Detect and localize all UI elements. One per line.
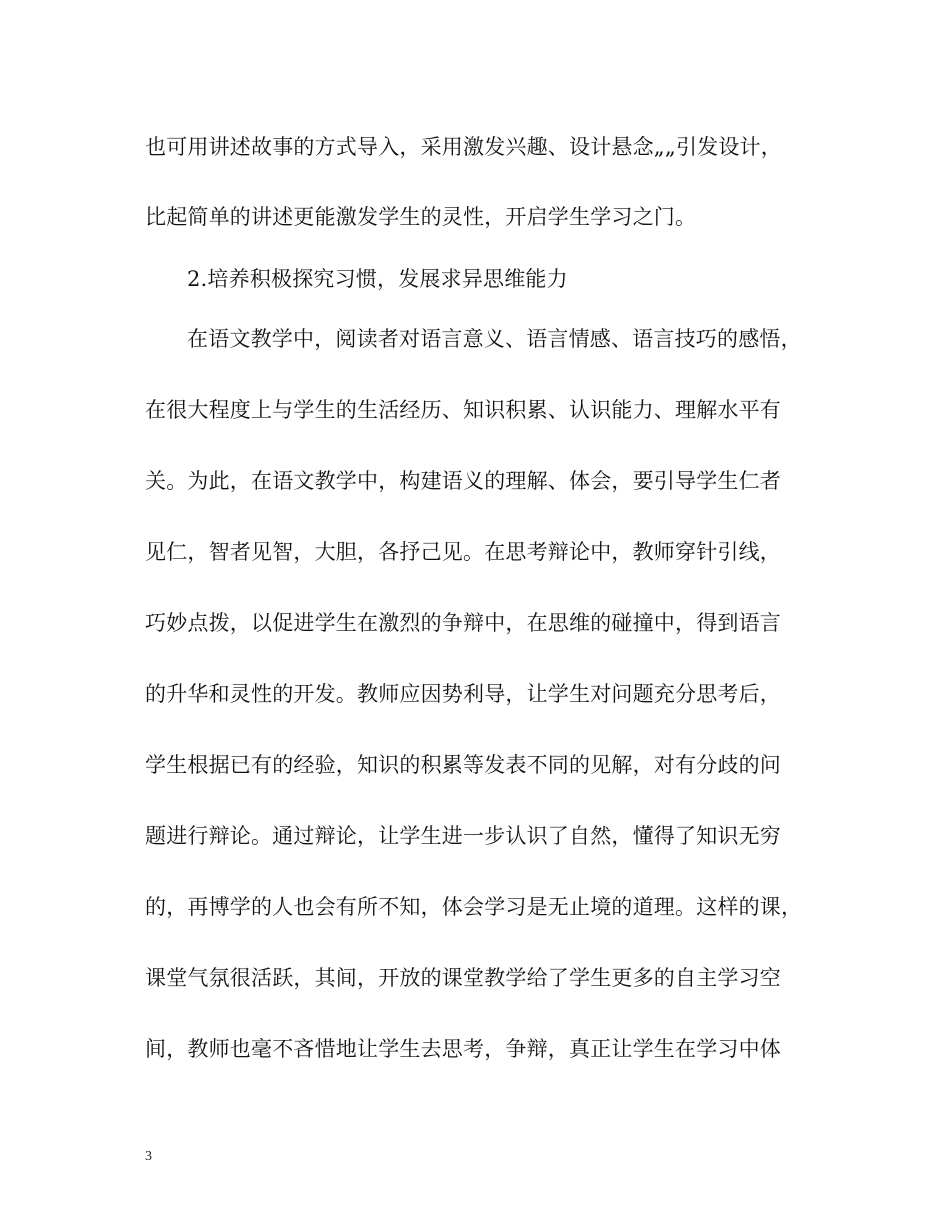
body-line-1: 也可用讲述故事的方式导入，采用激发兴趣、设计悬念„„引发设计， [145,135,782,159]
body-line-14: 间，教师也毫不吝惜地让学生去思考，争辩，真正让学生在学习中体 [145,1037,781,1061]
body-line-8: 巧妙点拨，以促进学生在激烈的争辩中，在思维的碰撞中，得到语言 [145,611,781,635]
body-line-7: 见仁，智者见智，大胆，各抒己见。在思考辩论中，教师穿针引线， [145,540,781,564]
body-line-5: 在很大程度上与学生的生活经历、知识积累、认识能力、理解水平有 [145,398,781,422]
body-line-2: 比起简单的讲述更能激发学生的灵性，开启学生学习之门。 [145,205,697,229]
body-line-12: 的，再博学的人也会有所不知，体会学习是无止境的道理。这样的课， [145,895,803,919]
body-line-11: 题进行辩论。通过辩论，让学生进一步认识了自然，懂得了知识无穷 [145,824,781,848]
body-line-6: 关。为此，在语文教学中，构建语义的理解、体会，要引导学生仁者 [145,469,781,493]
body-line-10: 学生根据已有的经验，知识的积累等发表不同的见解，对有分歧的问 [145,753,781,777]
page-number: 3 [145,1149,152,1164]
body-line-9: 的升华和灵性的开发。教师应因势利导，让学生对问题充分思考后， [145,682,781,706]
body-line-4: 在语文教学中，阅读者对语言意义、语言情感、语言技巧的感悟， [187,327,802,351]
body-line-13: 课堂气氛很活跃，其间，开放的课堂教学给了学生更多的自主学习空 [145,966,781,990]
section-heading: 2.培养积极探究习惯，发展求异思维能力 [187,267,568,291]
